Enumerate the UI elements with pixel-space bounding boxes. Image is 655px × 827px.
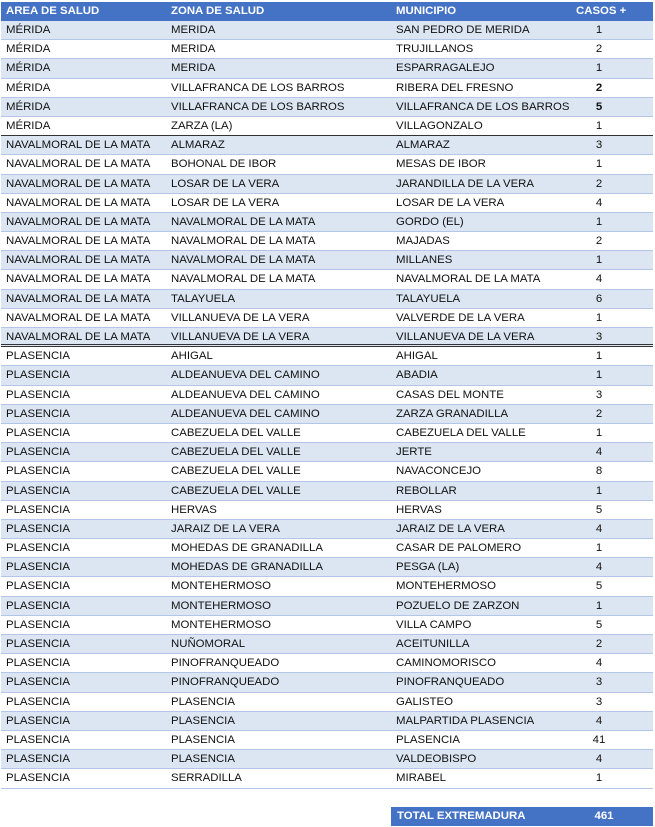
- casos-cell: 2: [595, 235, 603, 248]
- table-row: [1, 232, 653, 251]
- table-row: [1, 693, 653, 712]
- area-cell: PLASENCIA: [6, 446, 70, 459]
- table-row: [1, 213, 653, 232]
- total-row: [391, 807, 653, 826]
- area-cell: MÉRIDA: [6, 100, 51, 113]
- zona-cell: VILLAFRANCA DE LOS BARROS: [171, 81, 345, 94]
- zona-cell: PLASENCIA: [171, 714, 235, 727]
- area-cell: NAVALMORAL DE LA MATA: [6, 254, 151, 267]
- casos-cell: 4: [595, 714, 603, 727]
- casos-cell: 2: [595, 177, 603, 190]
- table-row: [1, 270, 653, 289]
- area-cell: PLASENCIA: [6, 618, 70, 631]
- municipio-cell: MONTEHERMOSO: [396, 580, 496, 593]
- zona-cell: MOHEDAS DE GRANADILLA: [171, 542, 323, 555]
- zona-cell: VILLAFRANCA DE LOS BARROS: [171, 100, 345, 113]
- area-cell: NAVALMORAL DE LA MATA: [6, 273, 151, 286]
- table-row: [1, 155, 653, 174]
- zona-cell: NAVALMORAL DE LA MATA: [171, 235, 316, 248]
- area-cell: PLASENCIA: [6, 772, 70, 785]
- area-cell: PLASENCIA: [6, 714, 70, 727]
- municipio-cell: MALPARTIDA PLASENCIA: [396, 714, 535, 727]
- table-row: [1, 117, 653, 136]
- table-row: [1, 520, 653, 539]
- municipio-cell: NAVACONCEJO: [396, 465, 482, 478]
- municipio-cell: LOSAR DE LA VERA: [396, 196, 505, 209]
- casos-cell: 8: [595, 465, 603, 478]
- area-cell: NAVALMORAL DE LA MATA: [6, 139, 151, 152]
- municipio-cell: CABEZUELA DEL VALLE: [396, 426, 526, 439]
- cases-table: [1, 2, 653, 789]
- casos-cell: 4: [595, 522, 603, 535]
- area-cell: PLASENCIA: [6, 657, 70, 670]
- table-row: [1, 577, 653, 596]
- casos-cell: 1: [595, 119, 603, 132]
- municipio-cell: VILLA CAMPO: [396, 618, 472, 631]
- zona-cell: ALDEANUEVA DEL CAMINO: [171, 369, 320, 382]
- casos-cell: 1: [595, 311, 603, 324]
- casos-cell: 4: [595, 657, 603, 670]
- casos-cell: 4: [595, 753, 603, 766]
- zona-cell: MONTEHERMOSO: [171, 599, 271, 612]
- zona-cell: ALMARAZ: [171, 139, 225, 152]
- municipio-cell: GALISTEO: [396, 695, 453, 708]
- table-row: [1, 21, 653, 40]
- municipio-cell: VILLAGONZALO: [396, 119, 483, 132]
- municipio-cell: MAJADAS: [396, 235, 450, 248]
- zona-cell: ZARZA (LA): [171, 119, 233, 132]
- total-label: TOTAL EXTREMADURA: [397, 810, 526, 822]
- zona-cell: CABEZUELA DEL VALLE: [171, 484, 301, 497]
- casos-cell: 5: [595, 618, 603, 631]
- municipio-cell: CAMINOMORISCO: [396, 657, 496, 670]
- municipio-cell: VALVERDE DE LA VERA: [396, 311, 525, 324]
- area-cell: NAVALMORAL DE LA MATA: [6, 311, 151, 324]
- zona-cell: NAVALMORAL DE LA MATA: [171, 254, 316, 267]
- casos-cell: 1: [595, 215, 603, 228]
- zona-cell: MERIDA: [171, 24, 216, 36]
- casos-cell: 1: [595, 369, 603, 382]
- municipio-cell: VILLANUEVA DE LA VERA: [396, 331, 535, 343]
- casos-cell: 4: [595, 446, 603, 459]
- casos-cell: 3: [595, 388, 603, 401]
- header-casos: CASOS +: [576, 5, 627, 17]
- table-row: [1, 347, 653, 366]
- municipio-cell: CASAR DE PALOMERO: [396, 542, 522, 555]
- casos-cell: 4: [595, 561, 603, 574]
- zona-cell: MOHEDAS DE GRANADILLA: [171, 561, 323, 574]
- area-cell: MÉRIDA: [6, 62, 51, 75]
- casos-cell: 1: [595, 254, 603, 267]
- zona-cell: MONTEHERMOSO: [171, 618, 271, 631]
- casos-cell: 1: [595, 484, 603, 497]
- table-row: [1, 712, 653, 731]
- area-cell: PLASENCIA: [6, 733, 70, 746]
- zona-cell: HERVAS: [171, 503, 217, 516]
- zona-cell: LOSAR DE LA VERA: [171, 196, 280, 209]
- area-cell: NAVALMORAL DE LA MATA: [6, 158, 151, 171]
- zona-cell: CABEZUELA DEL VALLE: [171, 465, 301, 478]
- casos-cell: 5: [595, 580, 603, 593]
- municipio-cell: GORDO (EL): [396, 215, 464, 228]
- municipio-cell: REBOLLAR: [396, 484, 457, 497]
- area-cell: NAVALMORAL DE LA MATA: [6, 292, 151, 305]
- zona-cell: VILLANUEVA DE LA VERA: [171, 311, 310, 324]
- zona-cell: AHIGAL: [171, 350, 213, 363]
- zona-cell: BOHONAL DE IBOR: [171, 158, 277, 171]
- casos-cell: 1: [595, 426, 603, 439]
- table-row: [1, 616, 653, 635]
- municipio-cell: AHIGAL: [396, 350, 438, 363]
- area-cell: PLASENCIA: [6, 542, 70, 555]
- table-row: [1, 597, 653, 616]
- municipio-cell: MIRABEL: [396, 772, 447, 785]
- casos-cell: 5: [595, 503, 603, 516]
- municipio-cell: TRUJILLANOS: [396, 43, 474, 56]
- zona-cell: PLASENCIA: [171, 753, 235, 766]
- total-value: 461: [594, 810, 614, 822]
- casos-cell: 2: [595, 638, 603, 650]
- zona-cell: CABEZUELA DEL VALLE: [171, 426, 301, 439]
- zona-cell: NAVALMORAL DE LA MATA: [171, 215, 316, 228]
- casos-cell: 3: [595, 676, 603, 689]
- area-cell: PLASENCIA: [6, 503, 70, 516]
- table-row: [1, 443, 653, 462]
- casos-cell: 1: [595, 62, 603, 75]
- zona-cell: NUÑOMORAL: [171, 638, 246, 650]
- header-municipio: MUNICIPIO: [396, 5, 457, 17]
- casos-cell: 6: [595, 292, 603, 305]
- area-cell: PLASENCIA: [6, 350, 70, 363]
- casos-cell: 1: [595, 772, 603, 785]
- table-row: [1, 40, 653, 59]
- table-row: [1, 251, 653, 270]
- casos-cell: 1: [595, 158, 603, 171]
- area-cell: MÉRIDA: [6, 24, 51, 36]
- area-cell: PLASENCIA: [6, 753, 70, 766]
- table-row: [1, 366, 653, 385]
- municipio-cell: NAVALMORAL DE LA MATA: [396, 273, 541, 286]
- zona-cell: ALDEANUEVA DEL CAMINO: [171, 388, 320, 401]
- table-row: [1, 405, 653, 424]
- table-row: [1, 769, 653, 788]
- area-cell: PLASENCIA: [6, 426, 70, 439]
- area-cell: MÉRIDA: [6, 81, 51, 94]
- municipio-cell: ALMARAZ: [396, 139, 450, 152]
- area-cell: NAVALMORAL DE LA MATA: [6, 331, 151, 343]
- header-area: AREA DE SALUD: [6, 5, 100, 17]
- municipio-cell: VALDEOBISPO: [396, 753, 477, 766]
- municipio-cell: MILLANES: [396, 254, 453, 267]
- table-header: [1, 2, 653, 21]
- municipio-cell: HERVAS: [396, 503, 442, 516]
- table-row: [1, 328, 653, 347]
- zona-cell: PLASENCIA: [171, 695, 235, 708]
- table-row: [1, 59, 653, 78]
- area-cell: PLASENCIA: [6, 676, 70, 689]
- area-cell: PLASENCIA: [6, 695, 70, 708]
- municipio-cell: CASAS DEL MONTE: [396, 388, 504, 401]
- zona-cell: PLASENCIA: [171, 733, 235, 746]
- table-row: [1, 386, 653, 405]
- municipio-cell: ABADIA: [396, 369, 438, 382]
- table-row: [1, 558, 653, 577]
- table-row: [1, 539, 653, 558]
- casos-cell: 3: [595, 331, 603, 343]
- zona-cell: MERIDA: [171, 43, 216, 56]
- zona-cell: PINOFRANQUEADO: [171, 657, 280, 670]
- table-row: [1, 654, 653, 673]
- area-cell: NAVALMORAL DE LA MATA: [6, 177, 151, 190]
- table-body: [1, 21, 653, 789]
- area-cell: MÉRIDA: [6, 119, 51, 132]
- area-cell: PLASENCIA: [6, 580, 70, 593]
- casos-cell: 3: [595, 139, 603, 152]
- table-row: [1, 731, 653, 750]
- area-cell: MÉRIDA: [6, 43, 51, 56]
- table-row: [1, 136, 653, 155]
- table-row: [1, 290, 653, 309]
- header-zona: ZONA DE SALUD: [171, 5, 265, 17]
- municipio-cell: JARAIZ DE LA VERA: [396, 522, 505, 535]
- zona-cell: CABEZUELA DEL VALLE: [171, 446, 301, 459]
- municipio-cell: RIBERA DEL FRESNO: [396, 81, 514, 94]
- table-row: [1, 79, 653, 98]
- casos-cell: 2: [595, 43, 603, 56]
- municipio-cell: ESPARRAGALEJO: [396, 62, 495, 75]
- zona-cell: ALDEANUEVA DEL CAMINO: [171, 407, 320, 420]
- table-row: [1, 175, 653, 194]
- casos-cell: 2: [595, 407, 603, 420]
- area-cell: PLASENCIA: [6, 522, 70, 535]
- table-row: [1, 462, 653, 481]
- municipio-cell: TALAYUELA: [396, 292, 461, 305]
- zona-cell: MONTEHERMOSO: [171, 580, 271, 593]
- table-row: [1, 194, 653, 213]
- municipio-cell: PINOFRANQUEADO: [396, 676, 505, 689]
- area-cell: NAVALMORAL DE LA MATA: [6, 215, 151, 228]
- area-cell: PLASENCIA: [6, 561, 70, 574]
- area-cell: NAVALMORAL DE LA MATA: [6, 196, 151, 209]
- area-cell: NAVALMORAL DE LA MATA: [6, 235, 151, 248]
- municipio-cell: PLASENCIA: [396, 733, 460, 746]
- casos-cell: 5: [595, 100, 603, 113]
- area-cell: PLASENCIA: [6, 599, 70, 612]
- table-row: [1, 424, 653, 443]
- zona-cell: JARAIZ DE LA VERA: [171, 522, 280, 535]
- zona-cell: TALAYUELA: [171, 292, 236, 305]
- zona-cell: VILLANUEVA DE LA VERA: [171, 331, 310, 343]
- casos-cell: 1: [595, 350, 603, 363]
- municipio-cell: MESAS DE IBOR: [396, 158, 486, 171]
- municipio-cell: ZARZA GRANADILLA: [396, 407, 509, 420]
- area-cell: PLASENCIA: [6, 638, 70, 650]
- municipio-cell: VILLAFRANCA DE LOS BARROS: [396, 100, 570, 113]
- casos-cell: 1: [595, 542, 603, 555]
- area-cell: PLASENCIA: [6, 407, 70, 420]
- table-row: [1, 635, 653, 654]
- table-row: [1, 98, 653, 117]
- casos-cell: 41: [592, 733, 606, 746]
- table-row: [1, 750, 653, 769]
- area-cell: PLASENCIA: [6, 465, 70, 478]
- municipio-cell: JARANDILLA DE LA VERA: [396, 177, 535, 190]
- casos-cell: 4: [595, 196, 603, 209]
- table-row: [1, 673, 653, 692]
- area-cell: PLASENCIA: [6, 388, 70, 401]
- municipio-cell: SAN PEDRO DE MERIDA: [396, 24, 530, 36]
- casos-cell: 1: [595, 599, 603, 612]
- zona-cell: SERRADILLA: [171, 772, 242, 785]
- municipio-cell: PESGA (LA): [396, 561, 460, 574]
- area-cell: PLASENCIA: [6, 484, 70, 497]
- casos-cell: 4: [595, 273, 603, 286]
- table-row: [1, 482, 653, 501]
- municipio-cell: POZUELO DE ZARZON: [396, 599, 520, 612]
- casos-cell: 3: [595, 695, 603, 708]
- zona-cell: NAVALMORAL DE LA MATA: [171, 273, 316, 286]
- zona-cell: PINOFRANQUEADO: [171, 676, 280, 689]
- zona-cell: LOSAR DE LA VERA: [171, 177, 280, 190]
- table-row: [1, 309, 653, 328]
- municipio-cell: ACEITUNILLA: [396, 638, 470, 650]
- casos-cell: 1: [595, 24, 603, 36]
- casos-cell: 2: [595, 81, 603, 94]
- municipio-cell: JERTE: [396, 446, 432, 459]
- zona-cell: MERIDA: [171, 62, 216, 75]
- table-row: [1, 501, 653, 520]
- area-cell: PLASENCIA: [6, 369, 70, 382]
